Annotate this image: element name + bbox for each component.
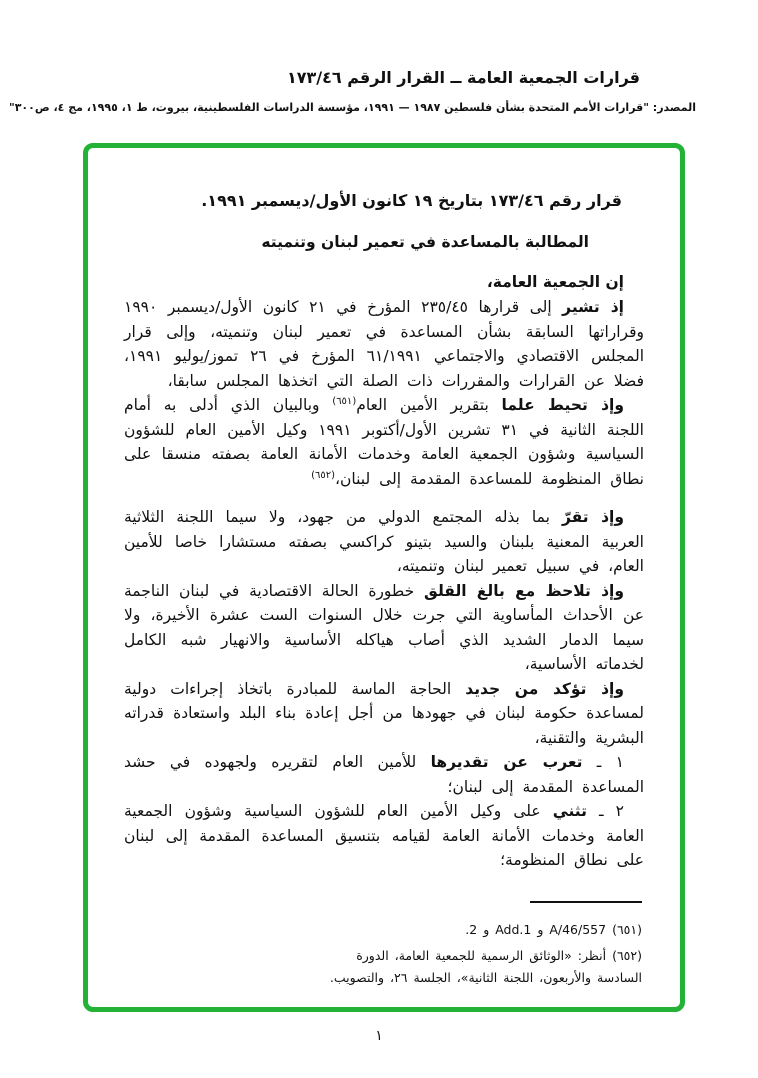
footnote-ref-651: (٦٥١) (332, 395, 357, 407)
resolution-subtitle: المطالبة بالمساعدة في تعمير لبنان وتنميته (261, 233, 589, 251)
footnote-652: (٦٥٢) أنظر: «الوثائق الرسمية للجمعية العامة، الدورة السادسة والأربعون، اللجنة الثانية»، الجلسة ٢٦، والتصويب. (329, 948, 642, 985)
operative-item-1 (124, 750, 644, 799)
header-source-line: المصدر: "قرارات الأمم المتحدة بشأن فلسطين ١٩٨٧ — ١٩٩١، مؤسسة الدراسات الفلسطينية، بيروت، ط ١، ١٩٩٥، مج ٤، ص٣٠٠" (8, 101, 696, 114)
paragraph-lead: وإذ تلاحظ مع بالغ القلق (423, 581, 624, 600)
page-number: ١ (375, 1028, 383, 1044)
item-number: ١ ـ (582, 753, 624, 771)
paragraph-text: الحاجة الماسة للمبادرة باتخاذ إجراءات دولية لمساعدة حكومة لبنان في جهودها من أجل إعادة بناء البلد واستعادة قدراته البشرية والتقنية، (124, 679, 644, 747)
resolution-title: قرار رقم ١٧٣/٤٦ بتاريخ ١٩ كانون الأول/ديسمبر ١٩٩١. (201, 191, 622, 210)
preamble-paragraph-5 (124, 677, 644, 751)
item-number: ٢ ـ (586, 802, 624, 820)
paragraph-lead: إذ تشير (562, 298, 624, 316)
footnote-ref-652: (٦٥٢) (311, 469, 335, 481)
paragraph-lead: وإذ تؤكد من جديد (465, 679, 624, 698)
resolution-frame (83, 143, 685, 1012)
paragraph-text: إلى قرارها ٢٣٥/٤٥ المؤرخ في ٢١ كانون الأول/ديسمبر ١٩٩٠ وقراراتها السابقة بشأن المساعدة في تعمير لبنان وتنميته، وإلى قرار المجلس الاقتصادي والاجتماعي ٦١/١٩٩١ المؤرخ في ٢٦ تموز/يوليو ١٩٩١، فضلا عن القرارات والمقررات ذات الصلة التي اتخذها المجلس سابقا، (124, 298, 644, 390)
preamble-paragraph-4 (124, 579, 644, 677)
paragraph-lead: وإذ تقرّ (561, 508, 625, 526)
paragraph-lead: وإذ تحيط علما (501, 396, 624, 414)
footnote-651: (٦٥١) A/46/557 و Add.1 و 2. (465, 922, 642, 937)
paragraph-text: بما بذله المجتمع الدولي من جهود، ولا سيما اللجنة الثلاثية العربية المعنية بلبنان والسيد بتينو كراكسي بصفته مستشارا خاصا للأمين العام، في سبيل تعمير لبنان وتنميته، (124, 508, 644, 575)
paragraph-text: خطورة الحالة الاقتصادية في لبنان الناجمة عن الأحداث المأساوية التي جرت خلال السنوات الست عشرة الأخيرة، ولا سيما الدمار الشديد الذي أصاب هياكله الأساسية والانهيار شبه الكامل لخدماته الأساسية، (124, 581, 644, 673)
paragraph-text: بتقرير الأمين العام (356, 396, 502, 414)
paragraph-text: وبالبيان الذي أدلى به أمام اللجنة الثانية في ٣١ تشرين الأول/أكتوبر ١٩٩١ وكيل الأمين العام للشؤون السياسية وشؤون الجمعية العامة وخدمات الأمانة العامة بصفته منسقا على نطاق المنظومة للمساعدة المقدمة إلى لبنان، (124, 396, 644, 488)
resolution-content (88, 148, 680, 873)
item-text: للأمين العام لتقريره ولجهوده في حشد المساعدة المقدمة إلى لبنان؛ (124, 753, 644, 796)
preamble-paragraph-3 (124, 505, 644, 579)
item-lead: تثني (552, 802, 587, 820)
footnotes-block (312, 901, 642, 993)
preamble-paragraph-1 (124, 295, 644, 393)
item-text: على وكيل الأمين العام للشؤون السياسية وشؤون الجمعية العامة وخدمات الأمانة العامة لقيامه بتنسيق المساعدة المقدمة إلى لبنان على نطاق المنظومة؛ (124, 802, 644, 869)
footnote-separator (530, 901, 642, 903)
opening-line: إن الجمعية العامة، (486, 273, 624, 291)
header-title: قرارات الجمعية العامة ــ القرار الرقم ١٧٣/٤٦ (287, 68, 640, 87)
operative-item-2 (124, 799, 644, 873)
preamble-paragraph-2 (124, 393, 644, 491)
item-lead: تعرب عن تقديرها (430, 753, 583, 771)
